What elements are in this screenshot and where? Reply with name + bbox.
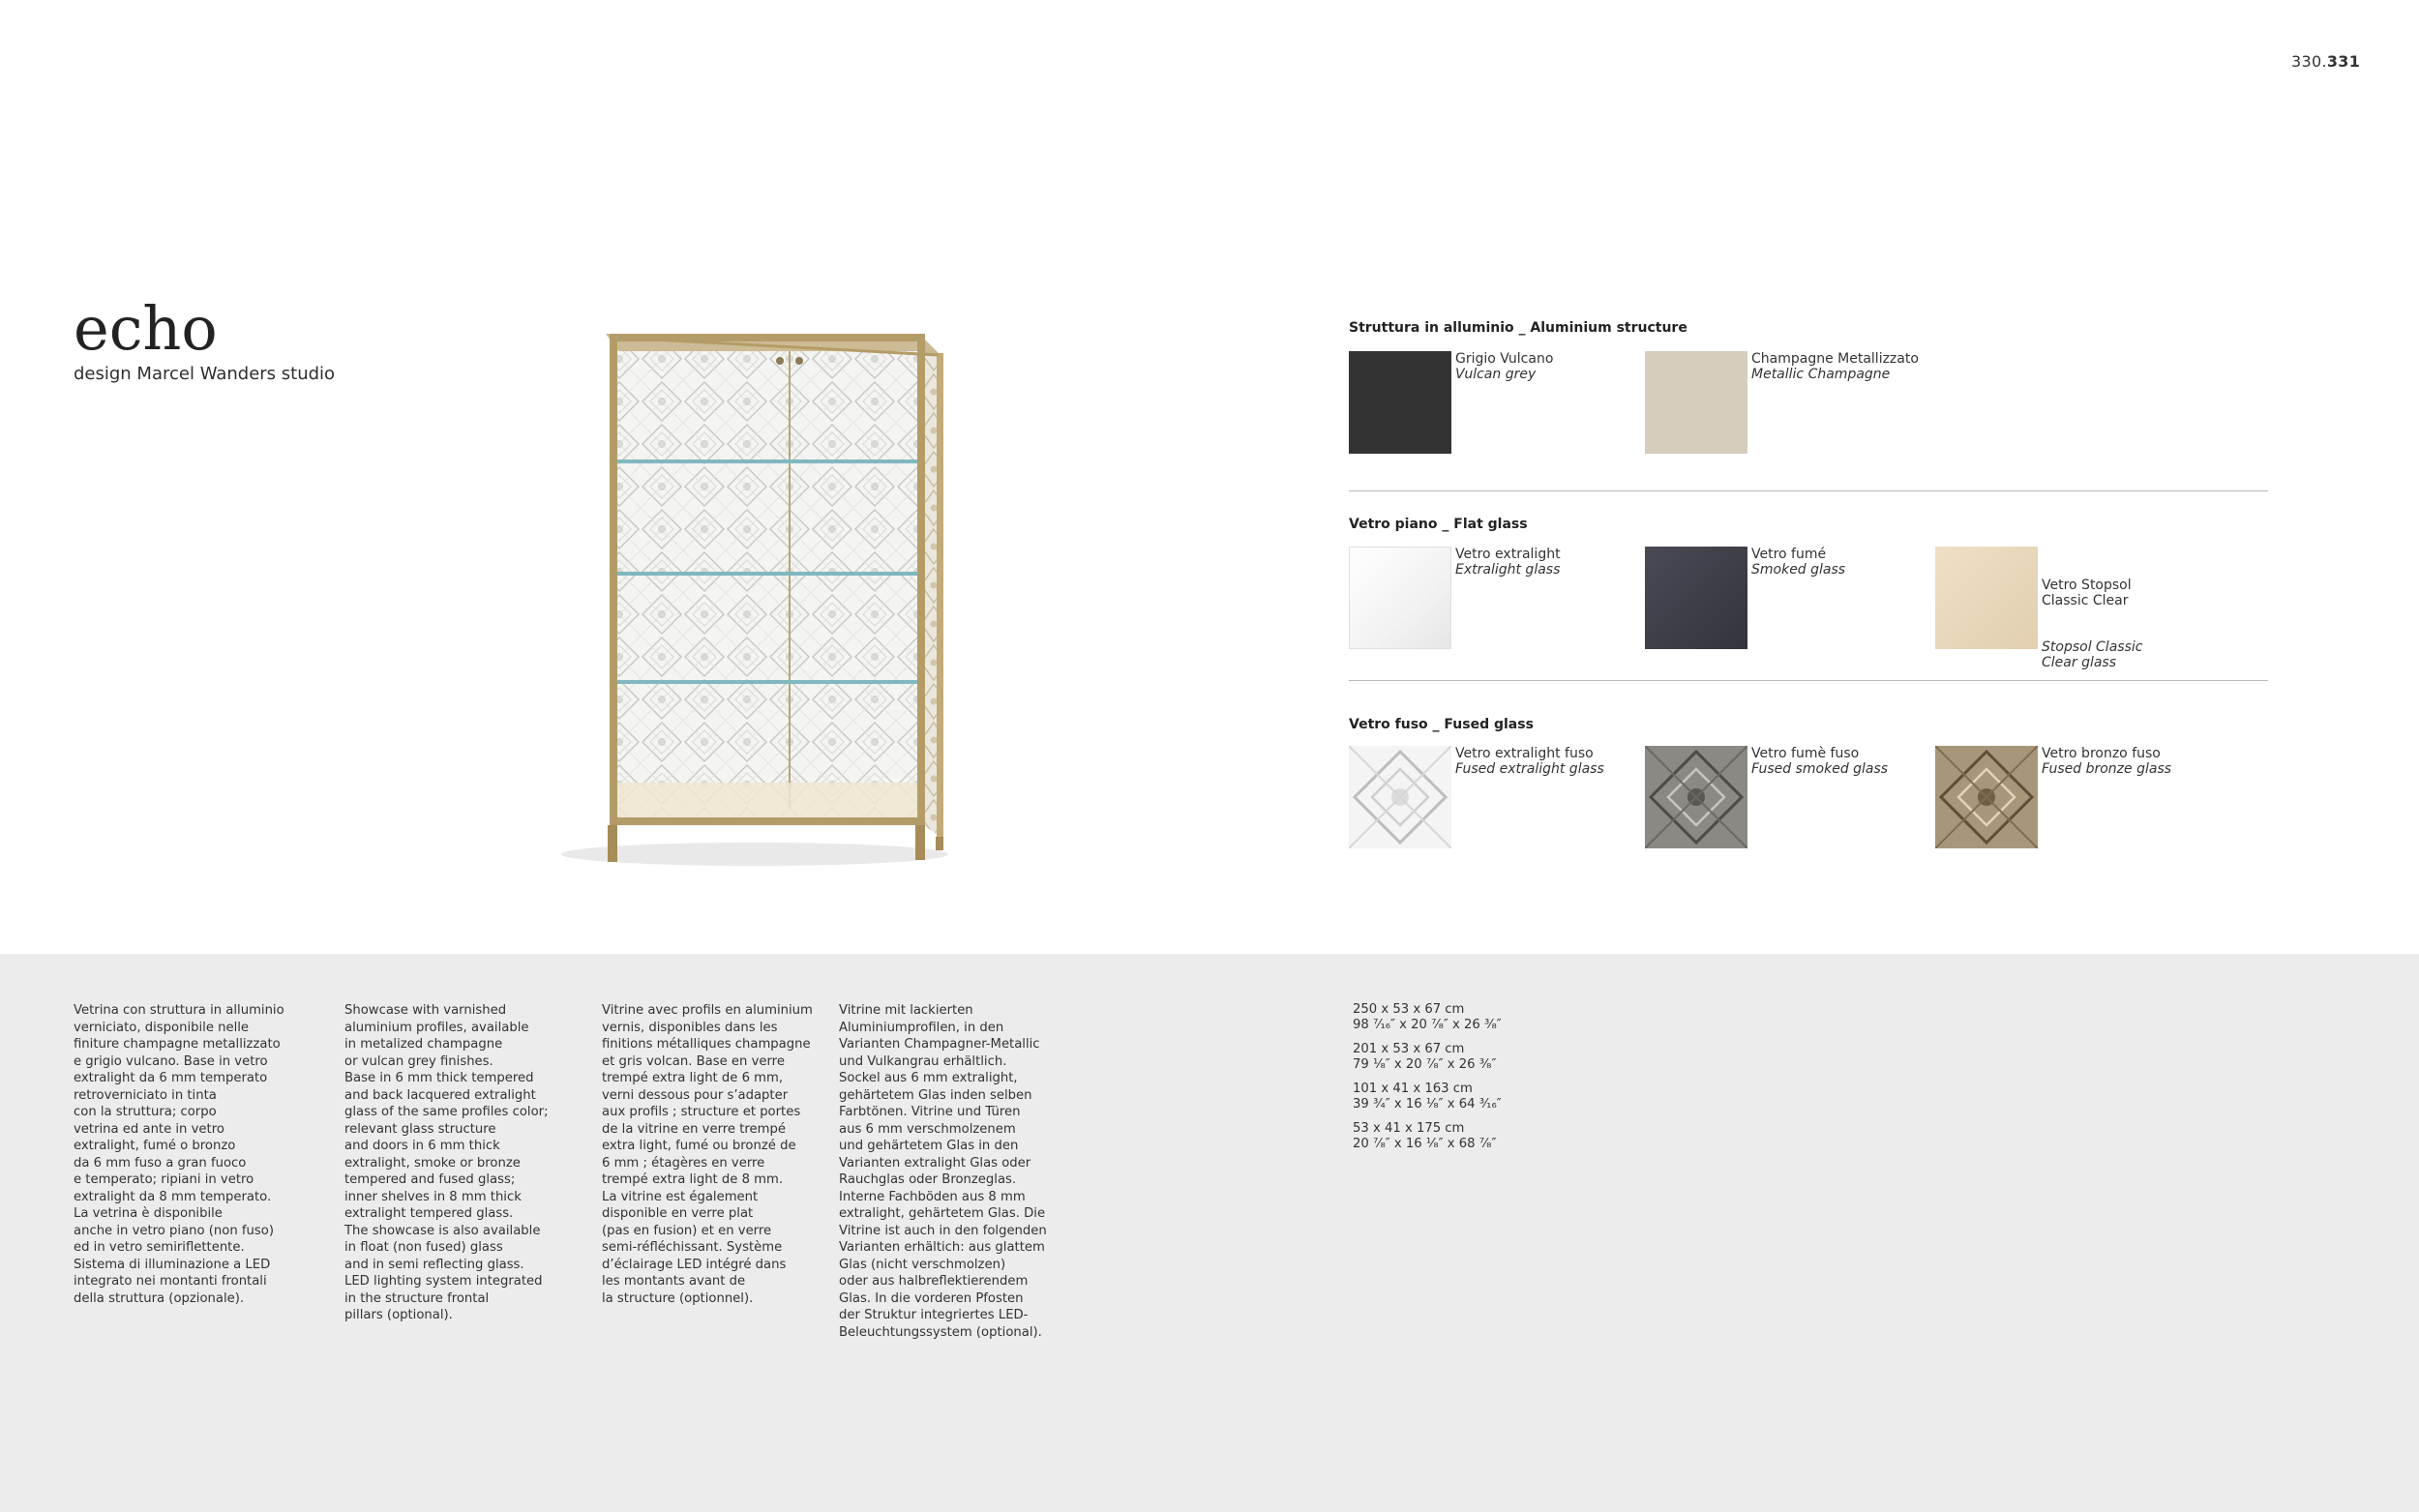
divider xyxy=(1349,680,2268,681)
swatch-fused-bronze xyxy=(1935,746,2038,848)
swatch-name-it: Vetro extralight fuso xyxy=(1455,746,1594,761)
description-french: Vitrine avec profils en aluminium vernis, disponibles dans les finitions métalliques champagne et gris volcan. Base en verre trempé extra light de 6 mm, verni dessous pour s’adapter aux profils ; structure et portes de la vitrine en verre trempé extra light, fumé ou bronzé de 6 mm ; étagères en verre trempé extra light de 8 mm. La vitrine est également disponible en verre plat (pas en fusion) et en verre semi-réfléchissant. Système d’éclairage LED intégré dans les montants avant de la structure (optionnel). xyxy=(602,1003,813,1306)
description-german: Vitrine mit lackierten Aluminiumprofilen, in den Varianten Champagner-Metallic und Vulkangrau erhältlich. Sockel aus 6 mm extralight, gehärtetem Glas inden selben Farbtönen. Vitrine und Türen aus 6 mm verschmolzenem und gehärtetem Glas in den Varianten extralight Glas oder Rauchglas oder Bronzeglas. Interne Fachböden aus 8 mm extralight, gehärtetem Glas. Die Vitrine ist auch in den folgenden Varianten erhältich: aus glattem Glas (nicht verschmolzen) oder aus halbreflektierendem Glas. In die vorderen Pfosten der Struktur integriertes LED- Beleuchtungssystem (optional). xyxy=(839,1003,1047,1340)
dimension-in: 20 ⁷⁄₈″ x 16 ¹⁄₈″ x 68 ⁷⁄₈″ xyxy=(1353,1137,1497,1151)
swatch-smoked xyxy=(1645,547,1747,649)
dimension-item xyxy=(1353,1002,1502,1033)
section-heading-fused-glass: Vetro fuso _ Fused glass xyxy=(1349,717,1534,732)
swatch-label xyxy=(1751,746,1888,777)
divider xyxy=(1349,490,2268,491)
swatch-stopsol xyxy=(1935,547,2038,649)
dimension-in: 79 ¹⁄₈″ x 20 ⁷⁄₈″ x 26 ³⁄₈″ xyxy=(1353,1057,1497,1072)
section-heading-flat-glass: Vetro piano _ Flat glass xyxy=(1349,517,1528,532)
swatch-name-it: Grigio Vulcano xyxy=(1455,351,1554,367)
product-title: echo xyxy=(74,293,218,364)
swatch-name-en: Extralight glass xyxy=(1455,562,1561,578)
swatch-label xyxy=(2042,746,2171,777)
swatch-fused-smoked xyxy=(1645,746,1747,848)
section-heading-structure: Struttura in alluminio _ Aluminium structure xyxy=(1349,320,1687,336)
dimension-in: 39 ³⁄₄″ x 16 ¹⁄₈″ x 64 ³⁄₁₆″ xyxy=(1353,1097,1502,1112)
swatch-fused-extralight xyxy=(1349,746,1451,848)
swatch-label xyxy=(1751,351,1919,382)
swatch-label xyxy=(1751,547,1845,578)
swatch-name-en: Fused bronze glass xyxy=(2042,761,2172,777)
description-italian: Vetrina con struttura in alluminio verniciato, disponibile nelle finiture champagne metallizzato e grigio vulcano. Base in vetro extralight da 6 mm temperato retroverniciato in tinta con la struttura; corpo vetrina ed ante in vetro extralight, fumé o bronzo da 6 mm fuso a gran fuoco e temperato; ripiani in vetro extralight da 8 mm temperato. La vetrina è disponibile anche in vetro piano (non fuso) ed in vetro semiriflettente. Sistema di illuminazione a LED integrato nei montanti frontali della struttura (opzionale). xyxy=(74,1003,284,1306)
swatch-metallic-champagne xyxy=(1645,351,1747,454)
swatch-label xyxy=(1455,351,1553,382)
swatch-name-en: Vulcan grey xyxy=(1455,367,1537,382)
swatch-label xyxy=(1455,746,1604,777)
swatch-extralight xyxy=(1349,547,1451,649)
dimension-item xyxy=(1353,1042,1502,1073)
swatch-name-it: Vetro fumé xyxy=(1751,547,1827,562)
dimension-cm: 53 x 41 x 175 cm xyxy=(1353,1121,1465,1136)
page-number-prefix: 330. xyxy=(2291,52,2327,71)
swatch-vulcan-grey xyxy=(1349,351,1451,454)
dimension-cm: 101 x 41 x 163 cm xyxy=(1353,1082,1473,1096)
swatch-name-it: Vetro Stopsol Classic Clear xyxy=(2042,578,2132,608)
dimension-item xyxy=(1353,1121,1502,1152)
swatch-label xyxy=(1455,547,1561,578)
page-number xyxy=(2291,52,2360,71)
dimension-cm: 201 x 53 x 67 cm xyxy=(1353,1042,1465,1056)
description-english: Showcase with varnished aluminium profiles, available in metalized champagne or vulcan grey finishes. Base in 6 mm thick tempered and back lacquered extralight glass of the same profiles color; relevant glass structure and doors in 6 mm thick extralight, smoke or bronze tempered and fused glass; inner shelves in 8 mm thick extralight tempered glass. The showcase is also available in float (non fused) glass and in semi reflecting glass. LED lighting system integrated in the structure frontal pillars (optional). xyxy=(344,1003,549,1322)
swatch-name-it: Champagne Metallizzato xyxy=(1751,351,1919,367)
swatch-name-en: Stopsol Classic Clear glass xyxy=(2042,639,2143,670)
dimensions-list xyxy=(1353,1002,1502,1161)
dimension-item xyxy=(1353,1082,1502,1112)
swatch-name-it: Vetro bronzo fuso xyxy=(2042,746,2161,761)
product-image xyxy=(513,295,997,904)
swatch-name-en: Fused extralight glass xyxy=(1455,761,1604,777)
swatch-name-it: Vetro extralight xyxy=(1455,547,1561,562)
swatch-name-en: Metallic Champagne xyxy=(1751,367,1891,382)
swatch-label xyxy=(2042,547,2142,701)
swatch-name-en: Fused smoked glass xyxy=(1751,761,1889,777)
swatch-name-it: Vetro fumè fuso xyxy=(1751,746,1860,761)
dimension-cm: 250 x 53 x 67 cm xyxy=(1353,1002,1465,1017)
dimension-in: 98 ⁷⁄₁₆″ x 20 ⁷⁄₈″ x 26 ³⁄₈″ xyxy=(1353,1018,1502,1032)
swatch-name-en: Smoked glass xyxy=(1751,562,1846,578)
product-designer: design Marcel Wanders studio xyxy=(74,364,336,384)
page-number-current: 331 xyxy=(2326,52,2361,71)
